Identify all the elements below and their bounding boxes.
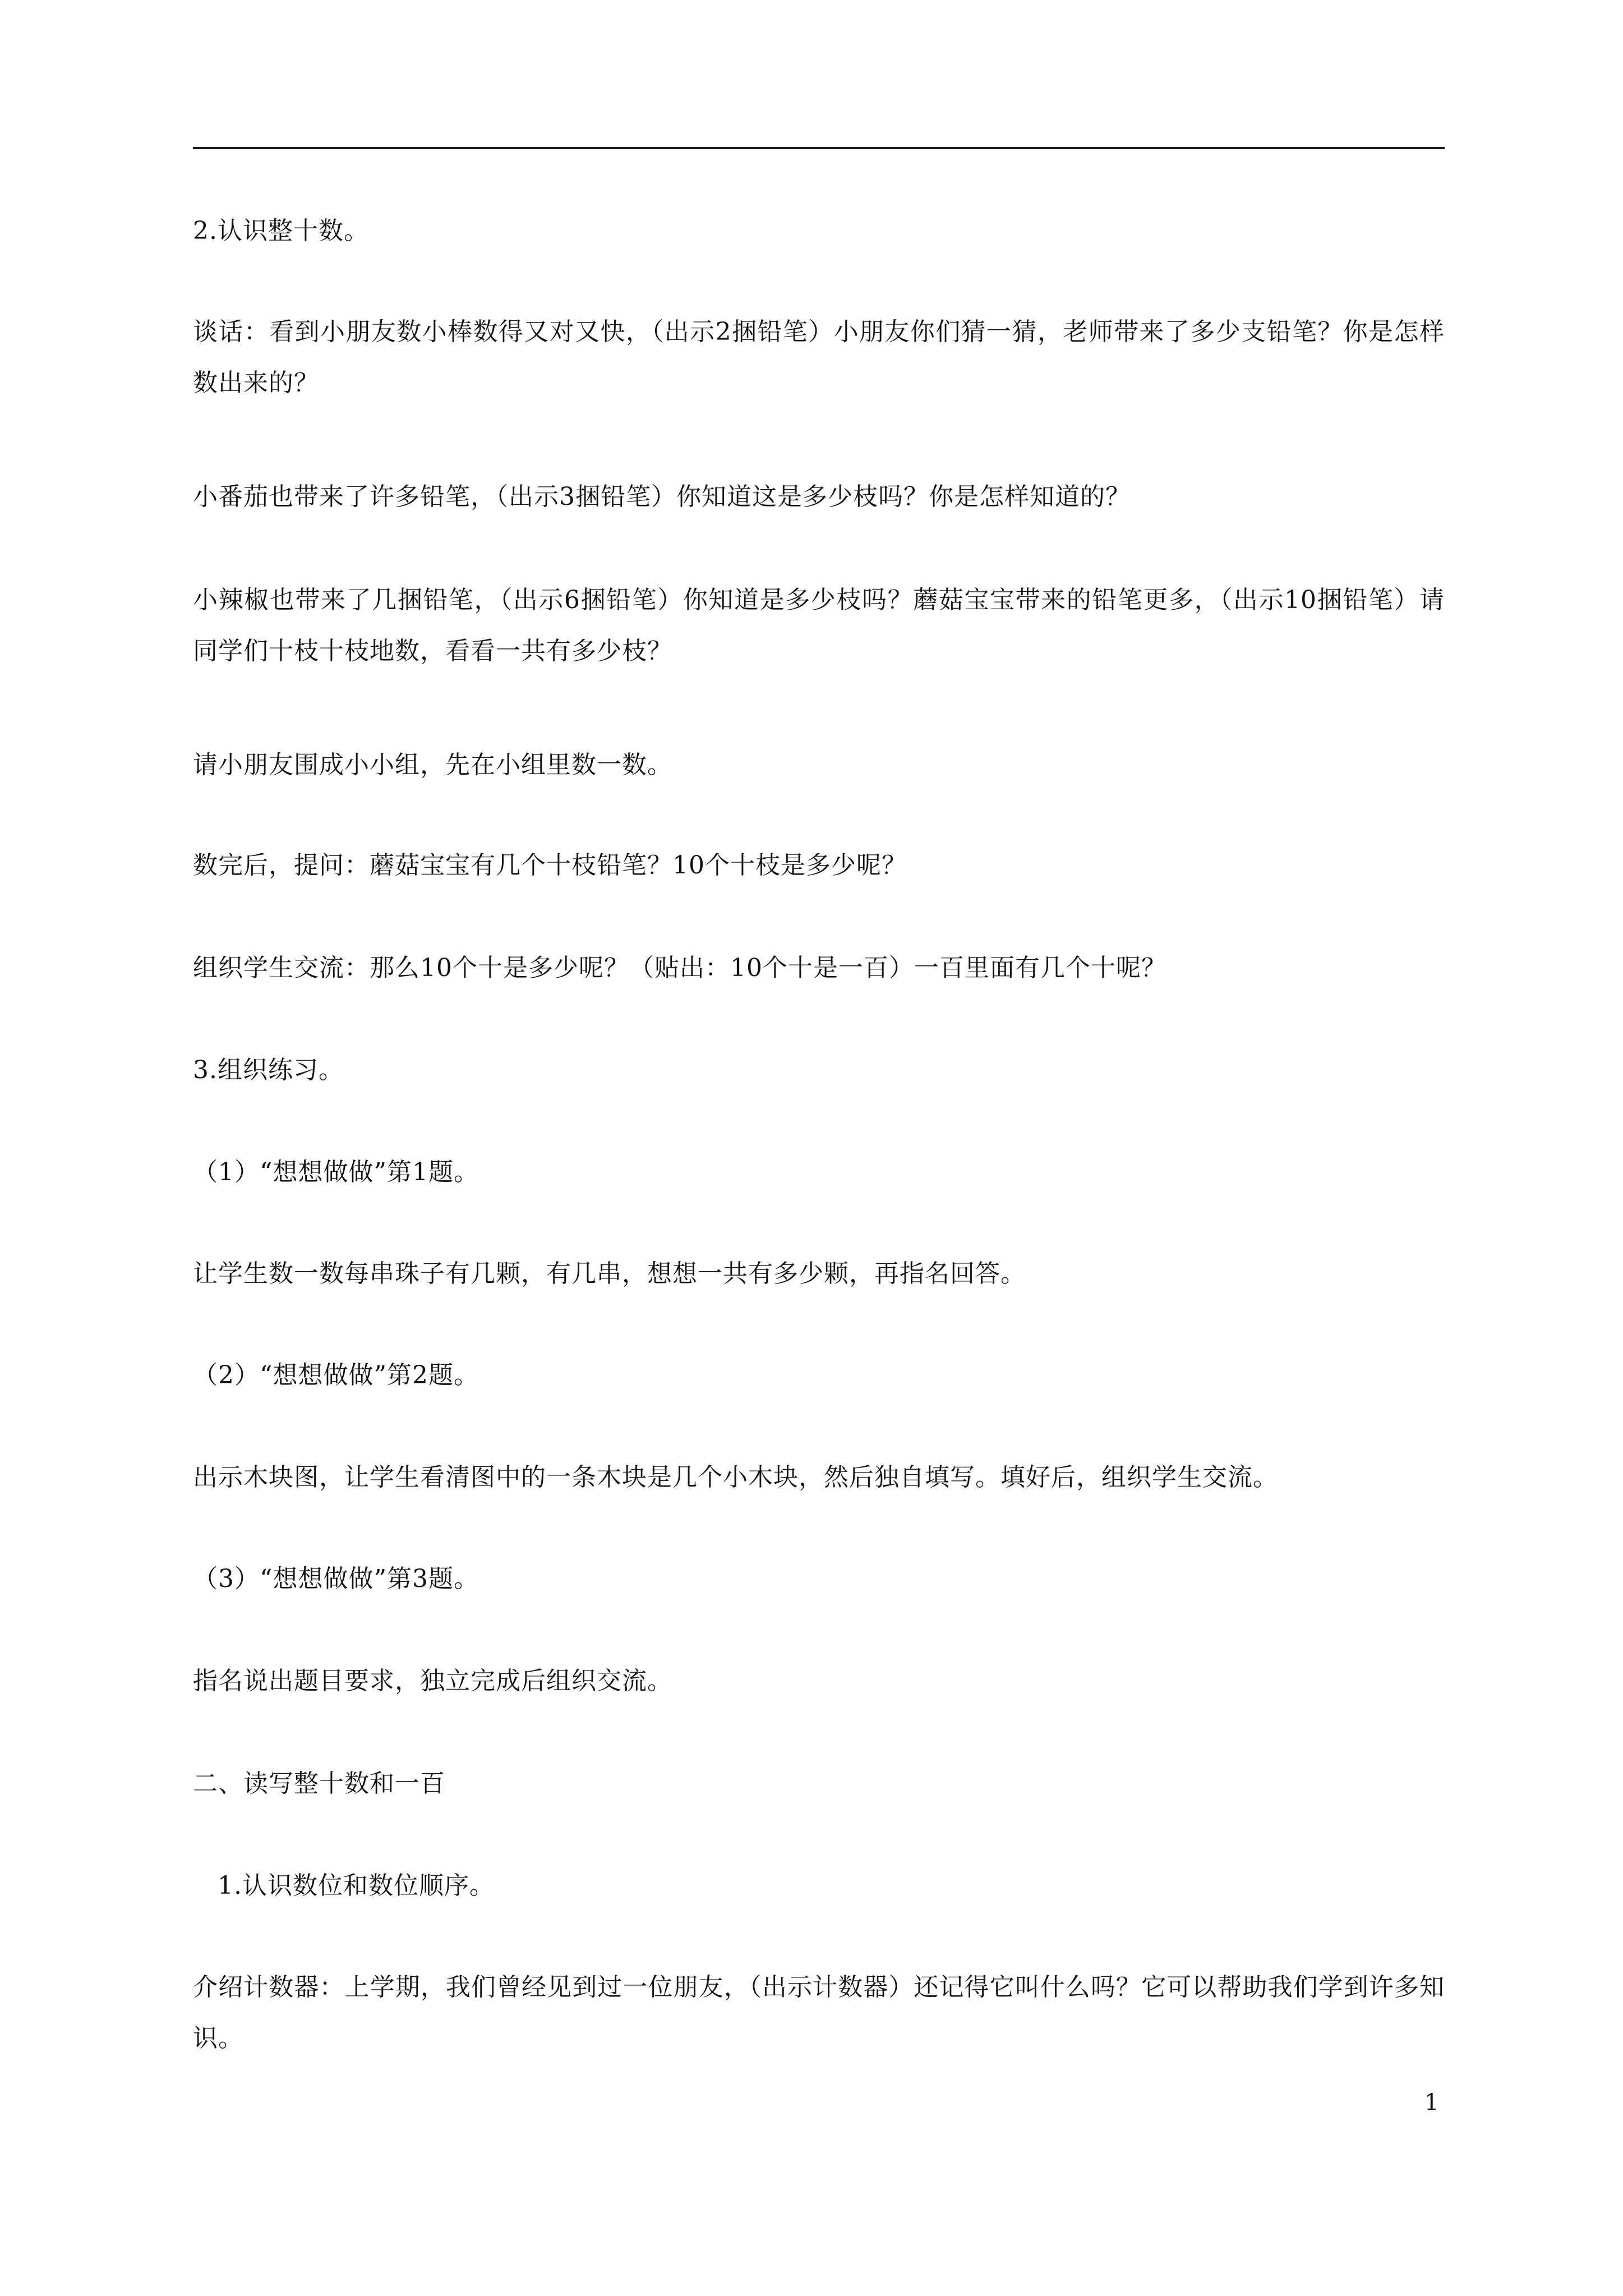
header-rule — [193, 147, 1445, 149]
page-number: 1 — [1424, 2090, 1439, 2115]
paragraph: 出示木块图，让学生看清图中的一条木块是几个小木块，然后独自填写。填好后，组织学生交流。 — [193, 1463, 1278, 1492]
paragraph: 请小朋友围成小小组，先在小组里数一数。 — [193, 751, 672, 779]
paragraph: 小番茄也带来了许多铅笔，（出示3捆铅笔）你知道这是多少枝吗？你是怎样知道的？ — [193, 482, 1131, 511]
paragraph: 组织学生交流：那么10个十是多少呢？（贴出：10个十是一百）一百里面有几个十呢？ — [193, 954, 1166, 982]
paragraph: （3）“想想做做”第3题。 — [193, 1565, 479, 1593]
paragraph: （2）“想想做做”第2题。 — [193, 1361, 479, 1389]
paragraph: 数完后，提问：蘑菇宝宝有几个十枝铅笔？10个十枝是多少呢？ — [193, 851, 907, 880]
paragraph: 指名说出题目要求，独立完成后组织交流。 — [193, 1667, 672, 1695]
paragraph: 介绍计数器：上学期，我们曾经见到过一位朋友，（出示计数器）还记得它叫什么吗？它可以帮助我们学到许多知识。 — [193, 1973, 1445, 2053]
paragraph: 2.认识整十数。 — [193, 217, 369, 245]
paragraph: （1）“想想做做”第1题。 — [193, 1158, 479, 1186]
paragraph: 小辣椒也带来了几捆铅笔，（出示6捆铅笔）你知道是多少枝吗？蘑菇宝宝带来的铅笔更多，（出示10捆铅笔）请同学们十枝十枝地数，看看一共有多少枝？ — [193, 586, 1445, 665]
section-heading: 二、读写整十数和一百 — [193, 1769, 445, 1798]
paragraph: 让学生数一数每串珠子有几颗，有几串，想想一共有多少颗，再指名回答。 — [193, 1259, 1026, 1288]
paragraph: 3.组织练习。 — [193, 1056, 344, 1084]
subsection-heading: 1.认识数位和数位顺序。 — [218, 1871, 495, 1900]
paragraph: 谈话：看到小朋友数小棒数得又对又快，（出示2捆铅笔）小朋友你们猜一猜，老师带来了多少支铅笔？你是怎样数出来的？ — [193, 318, 1445, 397]
